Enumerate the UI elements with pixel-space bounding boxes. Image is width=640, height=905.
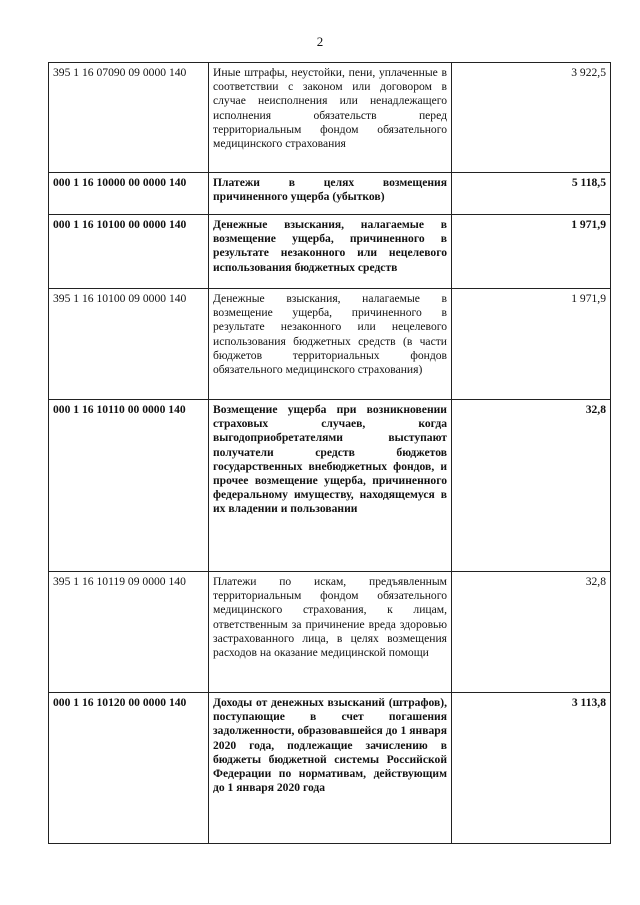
row-amount: 5 118,5 (452, 173, 611, 215)
row-name: Денежные взыскания, налагаемые в возмещение ущерба, причиненного в результате незаконного или нецелевого использования бюджетных средств (209, 215, 452, 289)
row-amount: 3 113,8 (452, 693, 611, 844)
row-name: Доходы от денежных взысканий (штрафов), поступающие в счет погашения задолженности, образовавшейся до 1 января 2020 года, подлежащие зачислению в бюджеты бюджетной системы Российской Федерации по нормативам, действующим до 1 января 2020 года (209, 693, 452, 844)
row-amount: 32,8 (452, 400, 611, 572)
row-code: 000 1 16 10110 00 0000 140 (49, 400, 209, 572)
table-row (49, 572, 611, 693)
row-amount: 1 971,9 (452, 289, 611, 400)
row-amount: 1 971,9 (452, 215, 611, 289)
row-code: 000 1 16 10000 00 0000 140 (49, 173, 209, 215)
row-name: Иные штрафы, неустойки, пени, уплаченные в соответствии с законом или договором в случае неисполнения или ненадлежащего исполнения обязательств перед территориальным фондом обязательного медицинского страхования (209, 63, 452, 173)
table-row (49, 289, 611, 400)
row-code: 395 1 16 10100 09 0000 140 (49, 289, 209, 400)
table-row (49, 693, 611, 844)
page-number: 2 (316, 34, 324, 49)
row-amount: 32,8 (452, 572, 611, 693)
row-name: Платежи в целях возмещения причиненного ущерба (убытков) (209, 173, 452, 215)
row-code: 000 1 16 10100 00 0000 140 (49, 215, 209, 289)
table-row (49, 63, 611, 173)
row-code: 395 1 16 10119 09 0000 140 (49, 572, 209, 693)
row-name: Возмещение ущерба при возникновении страховых случаев, когда выгодоприобретателями выступают получатели средств бюджетов государственных внебюджетных фондов, и прочее возмещение ущерба, причиненного федеральному имуществу, находящемуся в их владении и пользовании (209, 400, 452, 572)
row-code: 000 1 16 10120 00 0000 140 (49, 693, 209, 844)
budget-revenue-table (48, 62, 611, 844)
row-amount: 3 922,5 (452, 63, 611, 173)
table-row (49, 400, 611, 572)
table-row (49, 173, 611, 215)
row-name: Денежные взыскания, налагаемые в возмещение ущерба, причиненного в результате незаконного или нецелевого использования бюджетных средств (в части бюджетов территориальных фондов обязательного медицинского страхования) (209, 289, 452, 400)
row-name: Платежи по искам, предъявленным территориальным фондом обязательного медицинского страхования, к лицам, ответственным за причинение вреда здоровью застрахованного лица, в целях возмещения расходов на оказание медицинской помощи (209, 572, 452, 693)
table-row (49, 215, 611, 289)
row-code: 395 1 16 07090 09 0000 140 (49, 63, 209, 173)
